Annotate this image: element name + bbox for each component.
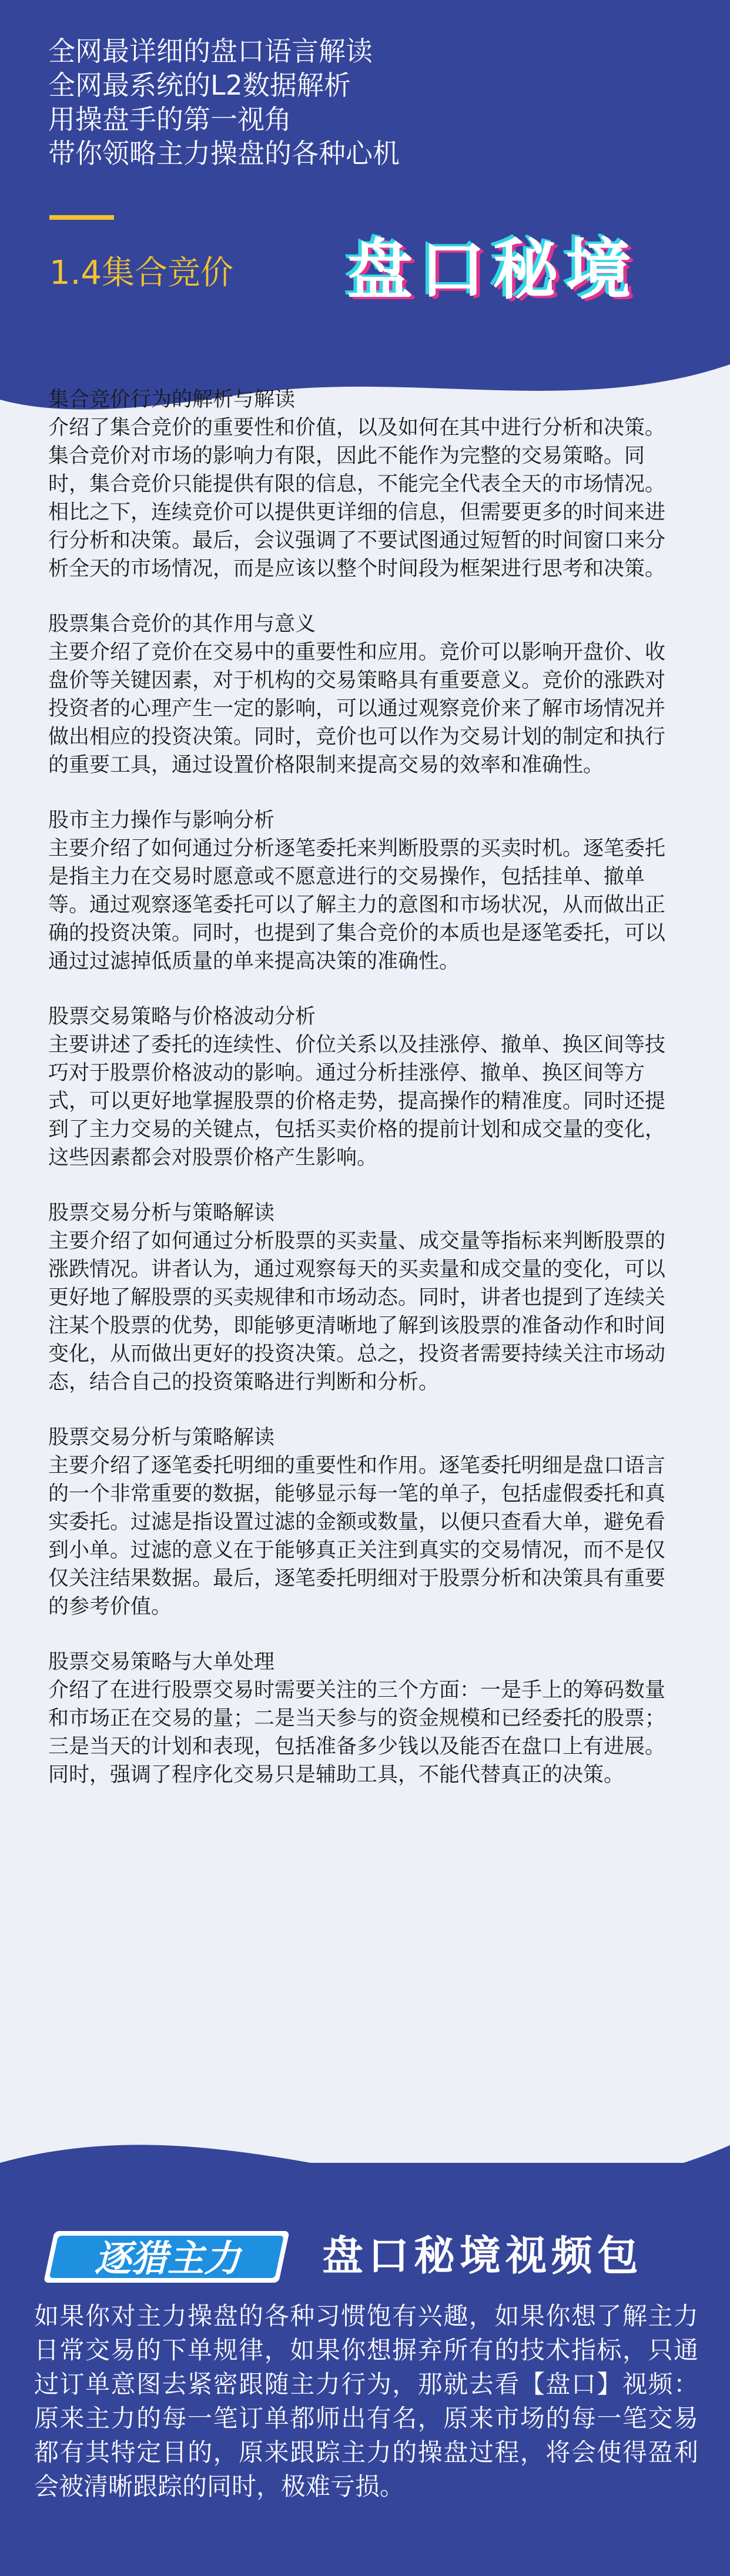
section-title: 股票交易策略与大单处理 <box>48 1650 275 1674</box>
content-section <box>48 1003 683 1172</box>
tagline-line: 带你领略主力操盘的各种心机 <box>48 138 400 169</box>
section-title: 股市主力操作与影响分析 <box>48 809 275 832</box>
tagline-line: 全网最详细的盘口语言解读 <box>48 35 373 67</box>
content-section <box>48 806 683 976</box>
content-section <box>48 1648 683 1789</box>
content-section <box>48 386 683 583</box>
section-number: 1.4集合竞价 <box>49 254 234 292</box>
footer-wave <box>0 2128 730 2210</box>
tagline-line: 用操盘手的第一视角 <box>48 103 292 135</box>
section-body: 主要介绍了逐笔委托明细的重要性和作用。逐笔委托明细是盘口语言的一个非常重要的数据，能够显示每一笔的单子，包括虚假委托和真实委托。过滤是指设置过滤的金额或数量，以便只查看大单，避免看到小单。过滤的意义在于能够真正关注到真实的交易情况，而不是仅仅关注结果数据。最后，逐笔委托明细对于股票分析和决策具有重要的参考价值。 <box>48 1454 666 1619</box>
section-title: 股票集合竞价的其作用与意义 <box>48 612 316 636</box>
video-pack-title: 盘口秘境视频包 <box>322 2232 643 2280</box>
brand-title: 盘口秘境 <box>347 232 638 309</box>
section-title: 股票交易分析与策略解读 <box>48 1201 275 1225</box>
section-title: 股票交易分析与策略解读 <box>48 1426 275 1449</box>
accent-divider <box>49 215 114 220</box>
section-title: 集合竞价行为的解析与解读 <box>48 388 296 411</box>
tagline-line: 全网最系统的L2数据解析 <box>48 69 351 101</box>
section-title: 股票交易策略与价格波动分析 <box>48 1005 316 1029</box>
section-body: 主要讲述了委托的连续性、价位关系以及挂涨停、撤单、换区间等技巧对于股票价格波动的影响。通过分析挂涨停、撤单、换区间等方式，可以更好地掌握股票的价格走势，提高操作的精准度。同时还提到了主力交易的关键点，包括买卖价格的提前计划和成交量的变化，这些因素都会对股票价格产生影响。 <box>48 1033 666 1170</box>
tagline-block <box>48 34 400 170</box>
content-section <box>48 610 683 779</box>
section-body: 主要介绍了如何通过分析股票的买卖量、成交量等指标来判断股票的涨跌情况。讲者认为，通过观察每天的买卖量和成交量的变化，可以更好地了解股票的买卖规律和市场动态。同时，讲者也提到了连续关注某个股票的优势，即能够更清晰地了解到该股票的准备动作和时间变化，从而做出更好的投资决策。总之，投资者需要持续关注市场动态，结合自己的投资策略进行判断和分析。 <box>48 1230 666 1394</box>
section-body: 介绍了集合竞价的重要性和价值，以及如何在其中进行分析和决策。集合竞价对市场的影响力有限，因此不能作为完整的交易策略。同时，集合竞价只能提供有限的信息，不能完全代表全天的市场情况。相比之下，连续竞价可以提供更详细的信息，但需要更多的时间来进行分析和决策。最后，会议强调了不要试图通过短暂的时间窗口来分析全天的市场情况，而是应该以整个时间段为框架进行思考和决策。 <box>48 416 666 581</box>
video-pack-description: 如果你对主力操盘的各种习惯饱有兴趣，如果你想了解主力日常交易的下单规律，如果你想摒弃所有的技术指标，只通过订单意图去紧密跟随主力行为，那就去看【盘口】视频：原来主力的每一笔订单都师出有名，原来市场的每一笔交易都有其特定目的，原来跟踪主力的操盘过程，将会使得盈利会被清晰跟踪的同时，极难亏损。 <box>34 2302 698 2501</box>
section-body: 介绍了在进行股票交易时需要关注的三个方面：一是手上的筹码数量和市场正在交易的量；二是当天参与的资金规模和已经委托的股票；三是当天的计划和表现，包括准备多少钱以及能否在盘口上有进展。同时，强调了程序化交易只是辅助工具，不能代替真正的决策。 <box>48 1679 666 1787</box>
brand-logo-text: 逐猎主力 <box>94 2237 241 2280</box>
section-body: 主要介绍了竞价在交易中的重要性和应用。竞价可以影响开盘价、收盘价等关键因素，对于机构的交易策略具有重要意义。竞价的涨跌对投资者的心理产生一定的影响，可以通过观察竞价来了解市场情况并做出相应的投资决策。同时，竞价也可以作为交易计划的制定和执行的重要工具，通过设置价格限制来提高交易的效率和准确性。 <box>48 641 666 777</box>
content-section <box>48 1199 683 1396</box>
content-list <box>48 386 683 1816</box>
brand-logo <box>41 2227 294 2286</box>
section-body: 主要介绍了如何通过分析逐笔委托来判断股票的买卖时机。逐笔委托是指主力在交易时愿意或不愿意进行的交易操作，包括挂单、撤单等。通过观察逐笔委托可以了解主力的意图和市场状况，从而做出正确的投资决策。同时，也提到了集合竞价的本质也是逐笔委托，可以通过过滤掉低质量的单来提高决策的准确性。 <box>48 837 666 973</box>
content-section <box>48 1423 683 1621</box>
